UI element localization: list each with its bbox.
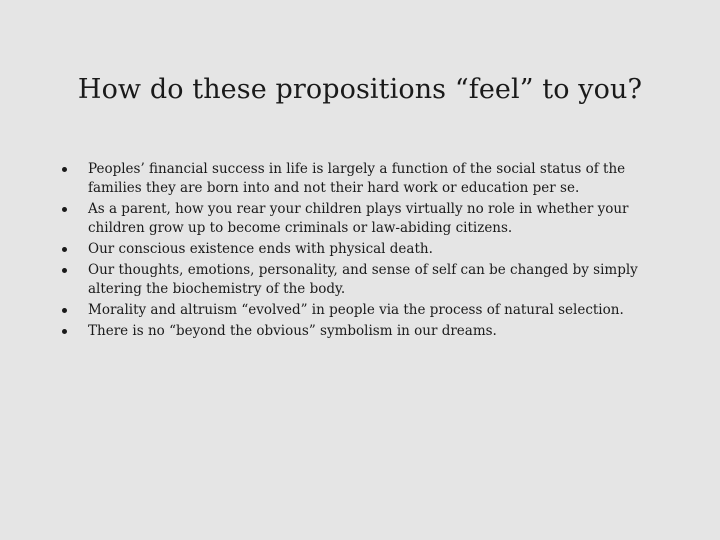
bullet-dot-icon <box>62 308 67 313</box>
bullet-dot-icon <box>62 167 67 172</box>
bullet-dot-icon <box>62 207 67 212</box>
bullet-item <box>60 240 660 259</box>
bullet-text: As a parent, how you rear your children plays virtually no role in whether your children grow up to become criminals or law-abiding citizens. <box>88 201 629 236</box>
bullet-item <box>60 160 660 198</box>
bullet-dot-icon <box>62 329 67 334</box>
bullet-text: Peoples’ financial success in life is largely a function of the social status of the families they are born into and not their hard work or education per se. <box>88 161 626 196</box>
bullet-text: Our conscious existence ends with physical death. <box>88 241 433 257</box>
bullet-item <box>60 301 660 320</box>
bullet-list <box>60 160 660 343</box>
bullet-text: Morality and altruism “evolved” in people via the process of natural selection. <box>88 302 624 318</box>
bullet-item <box>60 200 660 238</box>
bullet-text: Our thoughts, emotions, personality, and sense of self can be changed by simply altering the biochemistry of the body. <box>88 262 638 297</box>
bullet-item <box>60 261 660 299</box>
bullet-item <box>60 322 660 341</box>
bullet-dot-icon <box>62 247 67 252</box>
bullet-text: There is no “beyond the obvious” symbolism in our dreams. <box>88 323 497 339</box>
bullet-dot-icon <box>62 268 67 273</box>
slide-title: How do these propositions “feel” to you? <box>77 74 643 105</box>
